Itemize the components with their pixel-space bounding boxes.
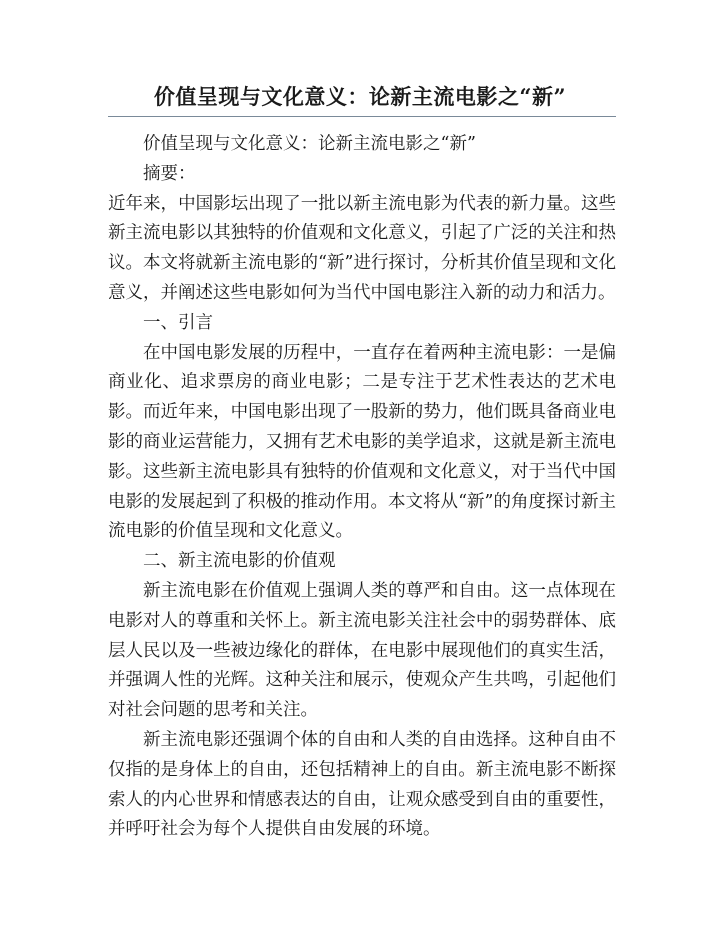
abstract-heading: 摘要：: [143, 163, 196, 184]
repeated-title-paragraph: 价值呈现与文化意义：论新主流电影之“新”: [143, 134, 476, 154]
introduction-paragraph: 在中国电影发展的历程中，一直存在着两种主流电影：一是偏商业化、追求票房的商业电影；二是专注于艺术性表达的艺术电影。而近年来，中国电影出现了一股新的势力，他们既具备商业电影的商业运营能力，又拥有艺术电影的美学追求，这就是新主流电影。这些新主流电影具有独特的价值观和文化意义，对于当代中国电影的发展起到了积极的推动作用。本文将从“新”的角度探讨新主流电影的价值呈现和文化意义。: [108, 342, 616, 542]
abstract-paragraph: 近年来，中国影坛出现了一批以新主流电影为代表的新力量。这些新主流电影以其独特的价值观和文化意义，引起了广泛的关注和热议。本文将就新主流电影的“新”进行探讨，分析其价值呈现和文化意义，并阐述这些电影如何为当代中国电影注入新的动力和活力。: [108, 193, 616, 303]
title-divider: [108, 116, 616, 117]
section-heading-values: 二、新主流电影的价值观: [143, 551, 336, 572]
values-paragraph-1: 新主流电影在价值观上强调人类的尊严和自由。这一点体现在电影对人的尊重和关怀上。新主流电影关注社会中的弱势群体、底层人民以及一些被边缘化的群体，在电影中展现他们的真实生活，并强调人性的光辉。这种关注和展示，使观众产生共鸣，引起他们对社会问题的思考和关注。: [108, 580, 616, 721]
section-heading-introduction: 一、引言: [143, 312, 213, 333]
document-body: [108, 130, 616, 845]
document-title: 价值呈现与文化意义：论新主流电影之“新”: [153, 84, 567, 109]
values-paragraph-2: 新主流电影还强调个体的自由和人类的自由选择。这种自由不仅指的是身体上的自由，还包括精神上的自由。新主流电影不断探索人的内心世界和情感表达的自由，让观众感受到自由的重要性，并呼吁社会为每个人提供自由发展的环境。: [108, 729, 616, 840]
